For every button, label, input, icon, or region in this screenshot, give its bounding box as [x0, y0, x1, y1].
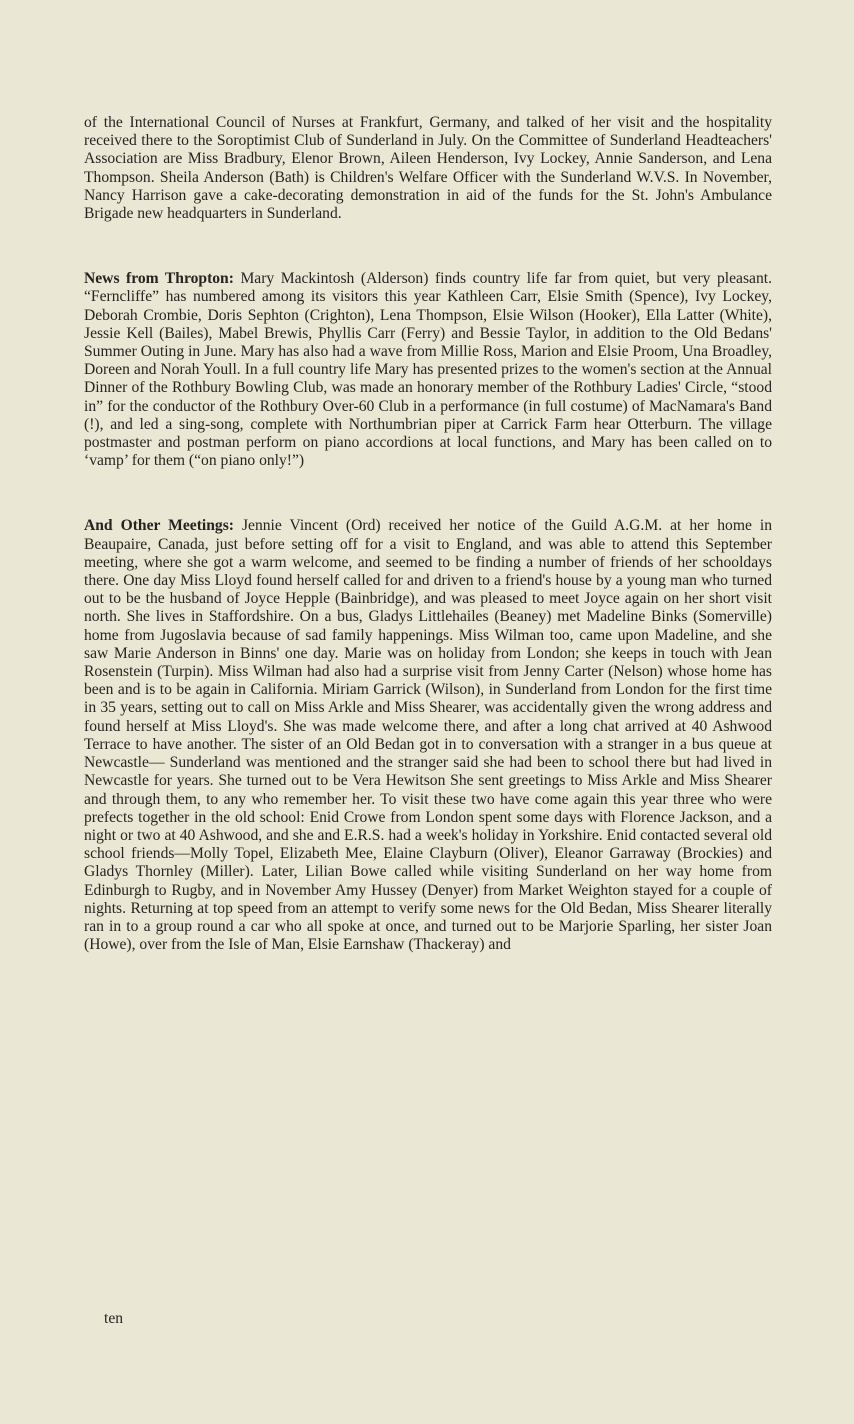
- paragraph-text: Mary Mackintosh (Alderson) finds country life far from quiet, but very pleasant. “Ferncliffe” has numbered among its visitors this year Kathleen Carr, Elsie Smith (Spence), Ivy Lockey, Deborah Crombie, Doris Sephton (Crighton), Lena Thompson, Elsie Wilson (Hooker), Ella Latter (White), Jessie Kell (Bailes), Mabel Brewis, Phyllis Carr (Ferry) and Bessie Taylor, in addition to the Old Bedans' Summer Outing in June. Mary has also had a wave from Millie Ross, Marion and Elsie Proom, Una Broadley, Doreen and Norah Youll. In a full country life Mary has presented prizes to the women's section at the Annual Dinner of the Rothbury Bowling Club, was made an honorary member of the Rothbury Ladies' Circle, “stood in” for the conductor of the Rothbury Over-60 Club in a performance (in full costume) of MacNamara's Band (!), and led a sing-song, complete with Northumbrian piper at Carrick Farm hear Otterburn. The village postmaster and postman perform on piano accordions at local functions, and Mary has been called on to ‘vamp’ for them (“on piano only!”): [84, 270, 772, 470]
- paragraph-nurses-council: [84, 114, 772, 223]
- page-body: [84, 114, 772, 954]
- paragraph-news-from-thropton: [84, 270, 772, 470]
- page-number: ten: [104, 1310, 124, 1327]
- paragraph-heading: And Other Meetings:: [84, 517, 234, 535]
- paragraph-text: Jennie Vincent (Ord) received her notice of the Guild A.G.M. at her home in Beaupaire, Canada, just before setting off for a visit to England, and was able to attend this September meeting, where she got a warm welcome, and seemed to be finding a number of friends of her schooldays there. One day Miss Lloyd found herself called for and driven to a friend's house by a young man who turned out to be the husband of Joyce Hepple (Bainbridge), and was pleased to meet Joyce again on her short visit north. She lives in Staffordshire. On a bus, Gladys Littlehailes (Beaney) met Madeline Binks (Somerville) home from Jugoslavia because of sad family happenings. Miss Wilman too, came upon Madeline, and she saw Marie Anderson in Binns' one day. Marie was on holiday from London; she keeps in touch with Jean Rosenstein (Turpin). Miss Wilman had also had a surprise visit from Jenny Carter (Nelson) whose home has been and is to be again in California. Miriam Garrick (Wilson), in Sunderland from London for the first time in 35 years, setting out to call on Miss Arkle and Miss Shearer, was accidentally given the wrong address and found herself at Miss Lloyd's. She was made welcome there, and after a long chat arrived at 40 Ashwood Terrace to have another. The sister of an Old Bedan got in to conversation with a stranger in a bus queue at Newcastle— Sunderland was mentioned and the stranger said she had been to school there but had lived in Newcastle for years. She turned out to be Vera Hewitson She sent greetings to Miss Arkle and Miss Shearer and through them, to any who remember her. To visit these two have come again this year three who were prefects together in the old school: Enid Crowe from London spent some days with Florence Jackson, and a night or two at 40 Ashwood, and she and E.R.S. had a week's holiday in Yorkshire. Enid contacted several old school friends—Molly Topel, Elizabeth Mee, Elaine Clayburn (Oliver), Eleanor Garraway (Brockies) and Gladys Thornley (Miller). Later, Lilian Bowe called while visiting Sunderland on her way home from Edinburgh to Rugby, and in November Amy Hussey (Denyer) from Market Weighton stayed for a couple of nights. Returning at top speed from an attempt to verify some news for the Old Bedan, Miss Shearer literally ran in to a group round a car who all spoke at once, and turned out to be Marjorie Sparling, her sister Joan (Howe), over from the Isle of Man, Elsie Earnshaw (Thackeray) and: [84, 517, 773, 954]
- paragraph-heading: News from Thropton:: [84, 270, 234, 288]
- paragraph-other-meetings: [84, 517, 772, 954]
- paragraph-text: of the International Council of Nurses at Frankfurt, Germany, and talked of her visit and the hospitality received there to the Soroptimist Club of Sunderland in July. On the Committee of Sunderland Headteachers' Association are Miss Bradbury, Elenor Brown, Aileen Henderson, Ivy Lockey, Annie Sanderson, and Lena Thompson. Sheila Anderson (Bath) is Children's Welfare Officer with the Sunderland W.V.S. In November, Nancy Harrison gave a cake-decorating demonstration in aid of the funds for the St. John's Ambulance Brigade new headquarters in Sunderland.: [84, 114, 772, 223]
